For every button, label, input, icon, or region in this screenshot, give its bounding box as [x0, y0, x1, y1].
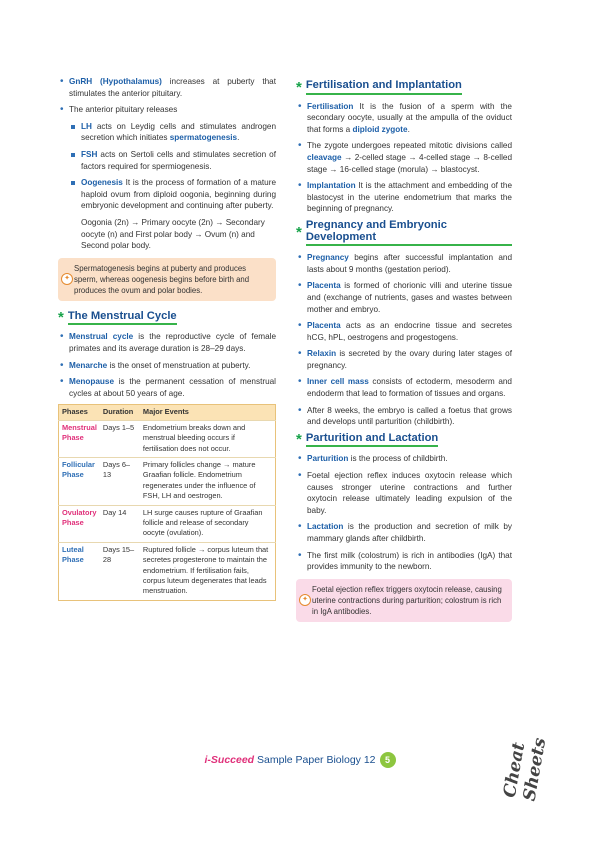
- list-item: FSH acts on Sertoli cells and stimulates secretion of factors required for spermiogenesis.: [70, 149, 276, 172]
- list-item: • Menarche is the onset of menstruation at puberty.: [58, 360, 276, 372]
- side-label: Cheat Sheets: [499, 736, 551, 803]
- menstrual-cycle-table: [58, 404, 276, 601]
- duration-cell: Days 6–13: [100, 457, 140, 505]
- list-item: • Placenta is formed of chorionic villi and uterine tissue and (exchange of nutrients, gases and wastes between mother and embryo.: [296, 280, 512, 315]
- list-item: • Menstrual cycle is the reproductive cycle of female primates and its average duration is 28–29 days.: [58, 331, 276, 354]
- phase-cell: Ovulatory Phase: [59, 505, 100, 542]
- events-cell: Ruptured follicle → corpus luteum that secretes progesterone to maintain the endometrium. If fertilisation fails, corpus luteum degenerates that leads menstruation.: [140, 542, 276, 600]
- duration-cell: Days 15–28: [100, 542, 140, 600]
- oogenesis-flow: Oogonia (2n) → Primary oocyte (2n) → Secondary oocyte (n) and First polar body → Ovum (n) and Second polar body.: [81, 217, 265, 251]
- section-heading: * Fertilisation and Implantation: [296, 78, 462, 96]
- column-header: Phases: [59, 405, 100, 420]
- list-item: • Inner cell mass consists of ectoderm, mesoderm and endoderm that lead to formation of tissues and organs.: [296, 376, 512, 399]
- note-box: ✦ Foetal ejection reflex triggers oxytocin release, causing uterine contractions during parturition; colostrum is rich in IgA antibodies.: [296, 579, 512, 622]
- events-cell: Primary follicles change → mature Graafian follicle. Endometrium regenerates under the influence of FSH, LH and oestrogen.: [140, 457, 276, 505]
- list-item: LH acts on Leydig cells and stimulates androgen secretion which initiates spermatogenesis.: [70, 121, 276, 144]
- events-cell: Endometrium breaks down and menstrual bleeding occurs if fertilisation does not occur.: [140, 420, 276, 457]
- events-cell: LH surge causes rupture of Graafian follicle and release of secondary oocyte (ovulation).: [140, 505, 276, 542]
- list-item: • Relaxin is secreted by the ovary during later stages of pregnancy.: [296, 348, 512, 371]
- right-column: [296, 76, 512, 632]
- phase-cell: Luteal Phase: [59, 542, 100, 600]
- column-header: Major Events: [140, 405, 276, 420]
- table-row: [59, 505, 276, 542]
- page-number: 5: [380, 752, 396, 768]
- table-row: [59, 457, 276, 505]
- section-heading: * The Menstrual Cycle: [58, 309, 177, 327]
- list-item: • Parturition is the process of childbirth.: [296, 453, 512, 465]
- star-icon: *: [296, 224, 302, 242]
- list-item: • Implantation It is the attachment and embedding of the blastocyst in the uterine endometrium that marks the beginning of pregnancy.: [296, 180, 512, 215]
- bulb-icon: ✦: [299, 594, 311, 606]
- phase-cell: Menstrual Phase: [59, 420, 100, 457]
- bulb-icon: ✦: [61, 273, 73, 285]
- table-row: [59, 542, 276, 600]
- star-icon: *: [58, 309, 64, 327]
- list-item: • Pregnancy begins after successful implantation and lasts about 9 months (gestation period).: [296, 252, 512, 275]
- duration-cell: Days 1–5: [100, 420, 140, 457]
- note-box: ✦ Spermatogenesis begins at puberty and produces sperm, whereas oogenesis begins before birth and produces the ovum and polar bodies.: [58, 258, 276, 301]
- list-item: • The first milk (colostrum) is rich in antibodies (IgA) that provides immunity to the newborn.: [296, 550, 512, 573]
- section-heading: * Parturition and Lactation: [296, 431, 439, 449]
- section-heading: * Pregnancy and Embryonic Development: [296, 220, 512, 246]
- list-item: • Lactation is the production and secretion of milk by mammary glands after childbirth.: [296, 521, 512, 544]
- list-item: • GnRH (Hypothalamus) increases at puberty that stimulates the anterior pituitary.: [58, 76, 276, 99]
- list-item: • Placenta acts as an endocrine tissue and secretes hCG, hPL, oestrogens and progestogens.: [296, 320, 512, 343]
- list-item: • The zygote undergoes repeated mitotic divisions called cleavage → 2-celled stage → 4-celled stage → 8-celled stage → 16-celled stage (morula) → blastocyst.: [296, 140, 512, 175]
- list-item: • Foetal ejection reflex induces oxytocin release which causes stronger uterine contractions and further oxytocin release ultimately leading expulsion of the baby.: [296, 470, 512, 516]
- list-item: • The anterior pituitary releases: [58, 104, 276, 116]
- star-icon: *: [296, 431, 302, 449]
- column-header: Duration: [100, 405, 140, 420]
- table-header-row: [59, 405, 276, 420]
- left-column: [58, 76, 276, 601]
- list-item: • Fertilisation It is the fusion of a sperm with the secondary oocyte, usually at the ampulla of the oviduct that forms a diploid zygote.: [296, 101, 512, 136]
- table-row: [59, 420, 276, 457]
- duration-cell: Day 14: [100, 505, 140, 542]
- list-item: Oogenesis It is the process of formation of a mature haploid ovum from diploid oogonia, beginning during embryonic development and continuing after puberty.: [70, 177, 276, 212]
- brand-name: i-Succeed: [204, 754, 255, 766]
- star-icon: *: [296, 78, 302, 96]
- list-item: • After 8 weeks, the embryo is called a foetus that grows and develops until parturition (childbirth).: [296, 405, 512, 428]
- list-item: • Menopause is the permanent cessation of menstrual cycles at about 50 years of age.: [58, 376, 276, 399]
- footer-title: Sample Paper Biology 12: [254, 754, 376, 766]
- phase-cell: Follicular Phase: [59, 457, 100, 505]
